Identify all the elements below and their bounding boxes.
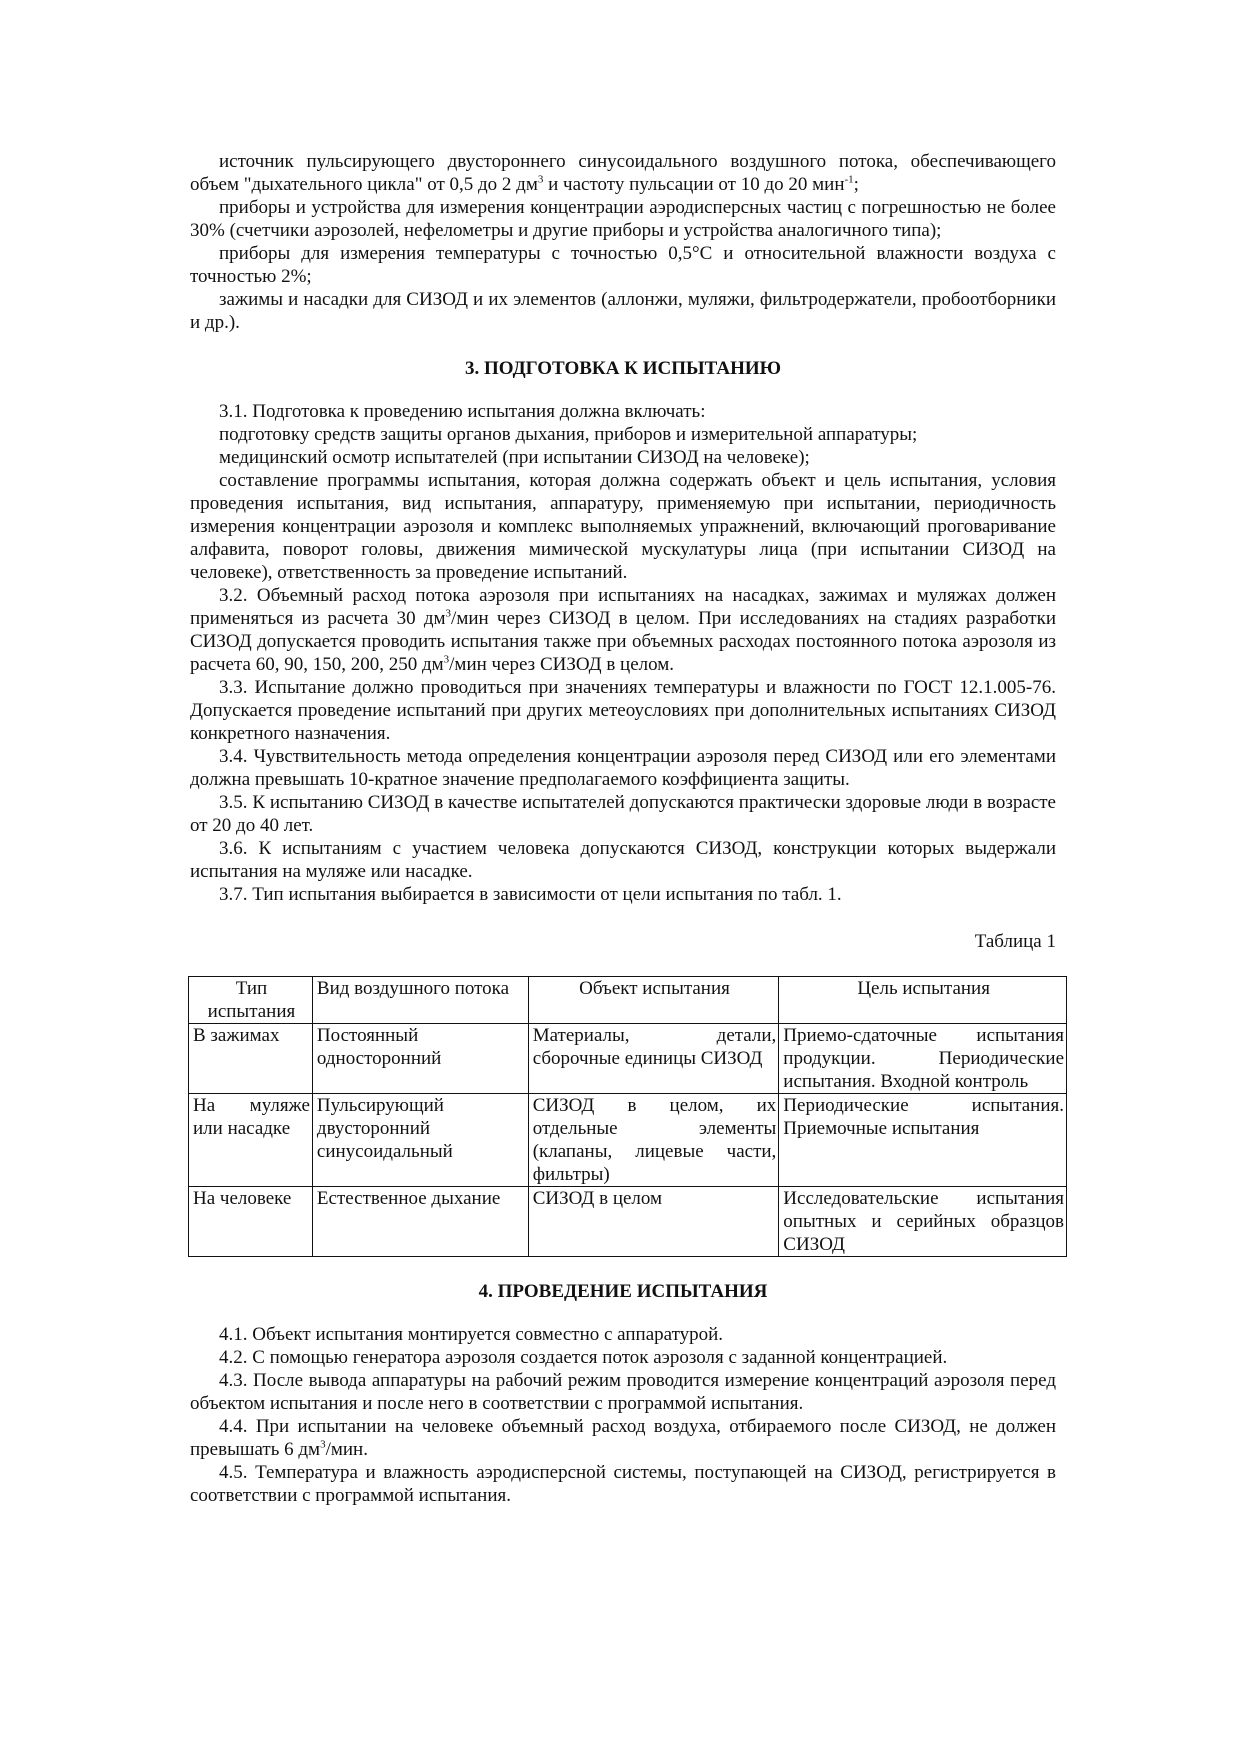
paragraph-3-1-a: подготовку средств защиты органов дыхания, приборов и измерительной аппаратуры;: [219, 424, 918, 445]
section-4-heading: 4. ПРОВЕДЕНИЕ ИСПЫТАНИЯ: [478, 1281, 768, 1302]
paragraph-3-1: 3.1. Подготовка к проведению испытания должна включать:: [219, 401, 706, 422]
paragraph-4-4: [190, 1415, 1056, 1461]
superscript: 3: [443, 653, 450, 666]
text-fragment: 3.2. Объемный расход потока аэрозоля при испытаниях на насадках, зажимах и муляжах должен применяться из расчета 30 дм: [190, 585, 1056, 629]
table-cell: СИЗОД в целом: [528, 1187, 779, 1257]
table-cell: На муляже или насадке: [189, 1094, 313, 1187]
text-fragment: ;: [853, 174, 859, 195]
table-cell: В зажимах: [189, 1024, 313, 1094]
table-header-row: [189, 977, 1067, 1024]
text-fragment: источник пульсирующего двустороннего синусоидального воздушного потока, обеспечивающего объем "дыхательного цикла" от 0,5 до 2 дм: [190, 151, 1056, 195]
table-caption: Таблица 1: [974, 931, 1056, 952]
table-row: [189, 1024, 1067, 1094]
table-header-cell: Тип испытания: [189, 977, 313, 1024]
equipment-item-airflow-source: [190, 150, 1056, 196]
table-cell: На человеке: [189, 1187, 313, 1257]
paragraph-3-7: 3.7. Тип испытания выбирается в зависимости от цели испытания по табл. 1.: [219, 884, 842, 905]
text-fragment: /мин через СИЗОД в целом. При исследованиях на стадиях разработки СИЗОД допускается проводить испытания также при объемных расходах постоянного потока аэрозоля из расчета 60, 90, 150, 200, 250 дм: [190, 608, 1056, 675]
text-fragment: и частоту пульсации от 10 до 20 мин: [543, 174, 845, 195]
table-row: [189, 1094, 1067, 1187]
table-cell: Материалы, детали, сборочные единицы СИЗОД: [528, 1024, 779, 1094]
table-cell: Приемо-сдаточные испытания продукции. Периодические испытания. Входной контроль: [779, 1024, 1067, 1094]
table-cell: СИЗОД в целом, их отдельные элементы (клапаны, лицевые части, фильтры): [528, 1094, 779, 1187]
section-3-heading: 3. ПОДГОТОВКА К ИСПЫТАНИЮ: [464, 358, 782, 379]
superscript: 3: [537, 173, 544, 186]
table-row: [189, 1187, 1067, 1257]
paragraph-3-2: [190, 584, 1056, 676]
equipment-item-clamps: зажимы и насадки для СИЗОД и их элементов (аллонжи, муляжи, фильтродержатели, пробоотборники и др.).: [190, 289, 1056, 333]
table-header-cell: Вид воздушного потока: [312, 977, 528, 1024]
test-types-table: [188, 976, 1067, 1257]
paragraph-4-2: 4.2. С помощью генератора аэрозоля создается поток аэрозоля с заданной концентрацией.: [219, 1347, 948, 1368]
table-header-cell: Цель испытания: [779, 977, 1067, 1024]
superscript: 3: [445, 607, 452, 620]
paragraph-3-1-b: медицинский осмотр испытателей (при испытании СИЗОД на человеке);: [219, 447, 810, 468]
table-cell: Периодические испытания. Приемочные испытания: [779, 1094, 1067, 1187]
table-cell: Исследовательские испытания опытных и серийных образцов СИЗОД: [779, 1187, 1067, 1257]
table-cell: Пульсирующий двусторонний синусоидальный: [312, 1094, 528, 1187]
paragraph-4-3: 4.3. После вывода аппаратуры на рабочий режим проводится измерение концентраций аэрозоля перед объектом испытания и после него в соответствии с программой испытания.: [190, 1370, 1056, 1414]
equipment-item-concentration-meters: приборы и устройства для измерения концентрации аэродисперсных частиц с погрешностью не более 30% (счетчики аэрозолей, нефелометры и другие приборы и устройства аналогичного типа);: [190, 197, 1056, 241]
paragraph-3-6: 3.6. К испытаниям с участием человека допускаются СИЗОД, конструкции которых выдержали испытания на муляже или насадке.: [190, 838, 1056, 882]
paragraph-4-5: 4.5. Температура и влажность аэродисперсной системы, поступающей на СИЗОД, регистрируется в соответствии с программой испытания.: [190, 1462, 1056, 1506]
paragraph-3-3: 3.3. Испытание должно проводиться при значениях температуры и влажности по ГОСТ 12.1.005-76. Допускается проведение испытаний при других метеоусловиях при дополнительных испытаниях СИЗОД конкретного назначения.: [190, 677, 1056, 744]
paragraph-4-1: 4.1. Объект испытания монтируется совместно с аппаратурой.: [219, 1324, 724, 1345]
text-fragment: 4.4. При испытании на человеке объемный расход воздуха, отбираемого после СИЗОД, не должен превышать 6 дм: [190, 1416, 1056, 1460]
superscript: 3: [320, 1438, 326, 1451]
text-fragment: /мин.: [325, 1439, 368, 1460]
equipment-item-temperature-meters: приборы для измерения температуры с точностью 0,5°С и относительной влажности воздуха с точностью 2%;: [190, 243, 1056, 287]
paragraph-3-5: 3.5. К испытанию СИЗОД в качестве испытателей допускаются практически здоровые люди в возрасте от 20 до 40 лет.: [190, 792, 1056, 836]
text-fragment: /мин через СИЗОД в целом.: [449, 654, 675, 675]
paragraph-3-1-c: составление программы испытания, которая должна содержать объект и цель испытания, условия проведения испытания, вид испытания, аппаратуру, применяемую при испытании, периодичность измерения концентрации аэрозоля и комплекс выполняемых упражнений, включающий проговаривание алфавита, поворот головы, движения мимической мускулатуры лица (при испытании СИЗОД на человеке), ответственность за проведение испытаний.: [190, 470, 1056, 583]
superscript: -1: [844, 173, 854, 186]
table-cell: Естественное дыхание: [312, 1187, 528, 1257]
paragraph-3-4: 3.4. Чувствительность метода определения концентрации аэрозоля перед СИЗОД или его элементами должна превышать 10-кратное значение предполагаемого коэффициента защиты.: [190, 746, 1056, 790]
table-cell: Постоянный односторонний: [312, 1024, 528, 1094]
table-header-cell: Объект испытания: [528, 977, 779, 1024]
document-page: [190, 150, 1064, 1507]
